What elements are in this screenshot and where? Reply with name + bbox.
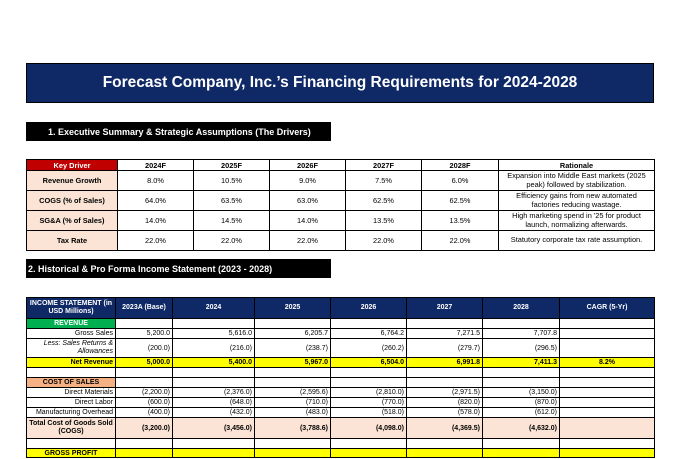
header-2027f: 2027F bbox=[346, 160, 422, 171]
driver-row-sga bbox=[27, 211, 655, 231]
header-2025f: 2025F bbox=[194, 160, 270, 171]
driver-rationale: Statutory corporate tax rate assumption. bbox=[499, 231, 655, 251]
table-row-gross-sales bbox=[27, 329, 655, 339]
driver-value: 22.0% bbox=[270, 231, 346, 251]
cell-value: (710.0) bbox=[255, 398, 331, 408]
cell-value: (2,200.0) bbox=[116, 388, 173, 398]
cell-value: (200.0) bbox=[116, 339, 173, 358]
section-2-title-text: 2. Historical & Pro Forma Income Statement (2023 - 2028) bbox=[28, 263, 273, 274]
driver-label: Tax Rate bbox=[27, 231, 118, 251]
driver-value: 22.0% bbox=[118, 231, 194, 251]
driver-value: 22.0% bbox=[194, 231, 270, 251]
cell-value: (3,200.0) bbox=[116, 418, 173, 439]
header-2023a: 2023A (Base) bbox=[116, 298, 173, 319]
header-2024: 2024 bbox=[173, 298, 255, 319]
driver-value: 14.0% bbox=[270, 211, 346, 231]
row-label: Total Cost of Goods Sold (COGS) bbox=[27, 418, 116, 439]
blank-row bbox=[27, 368, 655, 378]
row-label: Manufacturing Overhead bbox=[27, 408, 116, 418]
table-row-returns bbox=[27, 339, 655, 358]
revenue-section-row bbox=[27, 319, 655, 329]
row-label: GROSS PROFIT bbox=[27, 449, 116, 458]
driver-value: 62.5% bbox=[422, 191, 499, 211]
cell-value: 5,400.0 bbox=[173, 358, 255, 368]
blank-row bbox=[27, 439, 655, 449]
driver-row-revenue-growth bbox=[27, 171, 655, 191]
driver-value: 10.5% bbox=[194, 171, 270, 191]
cell-value: (4,632.0) bbox=[483, 418, 560, 439]
header-2026: 2026 bbox=[331, 298, 407, 319]
drivers-table bbox=[26, 159, 655, 251]
driver-rationale: Efficiency gains from new automated factories reducing wastage. bbox=[499, 191, 655, 211]
cell-value: (238.7) bbox=[255, 339, 331, 358]
cell-value: (648.0) bbox=[173, 398, 255, 408]
cell-value: (820.0) bbox=[407, 398, 483, 408]
income-statement-table bbox=[26, 297, 655, 458]
driver-value: 13.5% bbox=[346, 211, 422, 231]
driver-value: 22.0% bbox=[346, 231, 422, 251]
header-key-driver: Key Driver bbox=[27, 160, 118, 171]
table-row-total-cogs bbox=[27, 418, 655, 439]
header-income-statement: INCOME STATEMENT (in USD Millions) bbox=[27, 298, 116, 319]
cell-value: (483.0) bbox=[255, 408, 331, 418]
driver-value: 14.0% bbox=[118, 211, 194, 231]
page-title-banner bbox=[26, 63, 654, 103]
driver-value: 7.5% bbox=[346, 171, 422, 191]
row-label: Gross Sales bbox=[27, 329, 116, 339]
table-row-net-revenue bbox=[27, 358, 655, 368]
header-2028: 2028 bbox=[483, 298, 560, 319]
cell-value: (432.0) bbox=[173, 408, 255, 418]
header-2028f: 2028F bbox=[422, 160, 499, 171]
cell-value: (216.0) bbox=[173, 339, 255, 358]
row-label: Direct Materials bbox=[27, 388, 116, 398]
driver-label: COGS (% of Sales) bbox=[27, 191, 118, 211]
cell-value: (3,788.6) bbox=[255, 418, 331, 439]
header-rationale: Rationale bbox=[499, 160, 655, 171]
cell-value: 5,000.0 bbox=[116, 358, 173, 368]
driver-value: 64.0% bbox=[118, 191, 194, 211]
section-1-title bbox=[26, 122, 331, 141]
cell-value: (600.0) bbox=[116, 398, 173, 408]
section-2-title bbox=[26, 259, 331, 278]
header-cagr: CAGR (5-Yr) bbox=[560, 298, 655, 319]
table-row-direct-labor bbox=[27, 398, 655, 408]
header-2025: 2025 bbox=[255, 298, 331, 319]
cell-value: 5,967.0 bbox=[255, 358, 331, 368]
page-title: Forecast Company, Inc.’s Financing Requirements for 2024-2028 bbox=[102, 74, 578, 91]
header-2027: 2027 bbox=[407, 298, 483, 319]
cell-value: (870.0) bbox=[483, 398, 560, 408]
cell-value: 5,200.0 bbox=[116, 329, 173, 339]
driver-label: Revenue Growth bbox=[27, 171, 118, 191]
cell-value: (296.5) bbox=[483, 339, 560, 358]
row-label: Direct Labor bbox=[27, 398, 116, 408]
driver-value: 63.5% bbox=[194, 191, 270, 211]
driver-rationale: High marketing spend in '25 for product launch, normalizing afterwards. bbox=[499, 211, 655, 231]
section-1-title-text: 1. Executive Summary & Strategic Assumptions (The Drivers) bbox=[48, 126, 311, 137]
cell-value: (3,150.0) bbox=[483, 388, 560, 398]
driver-label: SG&A (% of Sales) bbox=[27, 211, 118, 231]
income-header-row bbox=[27, 298, 655, 319]
driver-value: 9.0% bbox=[270, 171, 346, 191]
driver-row-tax-rate bbox=[27, 231, 655, 251]
cell-value: (4,098.0) bbox=[331, 418, 407, 439]
cell-value: 6,205.7 bbox=[255, 329, 331, 339]
header-2026f: 2026F bbox=[270, 160, 346, 171]
cost-of-sales-section-row bbox=[27, 378, 655, 388]
driver-row-cogs bbox=[27, 191, 655, 211]
header-2024f: 2024F bbox=[118, 160, 194, 171]
driver-value: 6.0% bbox=[422, 171, 499, 191]
cell-value: 7,411.3 bbox=[483, 358, 560, 368]
cagr-value: 8.2% bbox=[560, 358, 655, 368]
driver-value: 8.0% bbox=[118, 171, 194, 191]
cell-value: (400.0) bbox=[116, 408, 173, 418]
cell-value: (2,376.0) bbox=[173, 388, 255, 398]
driver-value: 13.5% bbox=[422, 211, 499, 231]
driver-value: 63.0% bbox=[270, 191, 346, 211]
cell-value: (2,971.5) bbox=[407, 388, 483, 398]
cell-value: (279.7) bbox=[407, 339, 483, 358]
table-row-direct-materials bbox=[27, 388, 655, 398]
driver-value: 22.0% bbox=[422, 231, 499, 251]
table-row-gross-profit bbox=[27, 449, 655, 458]
cell-value: (612.0) bbox=[483, 408, 560, 418]
row-label: Net Revenue bbox=[27, 358, 116, 368]
cell-value: (3,456.0) bbox=[173, 418, 255, 439]
drivers-header-row bbox=[27, 160, 655, 171]
cell-value: 6,991.8 bbox=[407, 358, 483, 368]
cell-value: (518.0) bbox=[331, 408, 407, 418]
driver-value: 14.5% bbox=[194, 211, 270, 231]
driver-rationale: Expansion into Middle East markets (2025 peak) followed by stabilization. bbox=[499, 171, 655, 191]
cell-value: (2,595.6) bbox=[255, 388, 331, 398]
cell-value: (4,369.5) bbox=[407, 418, 483, 439]
table-row-manufacturing-overhead bbox=[27, 408, 655, 418]
cell-value: (578.0) bbox=[407, 408, 483, 418]
cell-value: 7,271.5 bbox=[407, 329, 483, 339]
cell-value: 6,764.2 bbox=[331, 329, 407, 339]
cell-value: 7,707.8 bbox=[483, 329, 560, 339]
cell-value: 5,616.0 bbox=[173, 329, 255, 339]
revenue-tag: REVENUE bbox=[27, 319, 116, 329]
cell-value: (770.0) bbox=[331, 398, 407, 408]
driver-value: 62.5% bbox=[346, 191, 422, 211]
cell-value: (260.2) bbox=[331, 339, 407, 358]
cell-value: (2,810.0) bbox=[331, 388, 407, 398]
cost-of-sales-tag: COST OF SALES bbox=[27, 378, 116, 388]
cell-value: 6,504.0 bbox=[331, 358, 407, 368]
row-label: Less: Sales Returns & Allowances bbox=[27, 339, 116, 358]
